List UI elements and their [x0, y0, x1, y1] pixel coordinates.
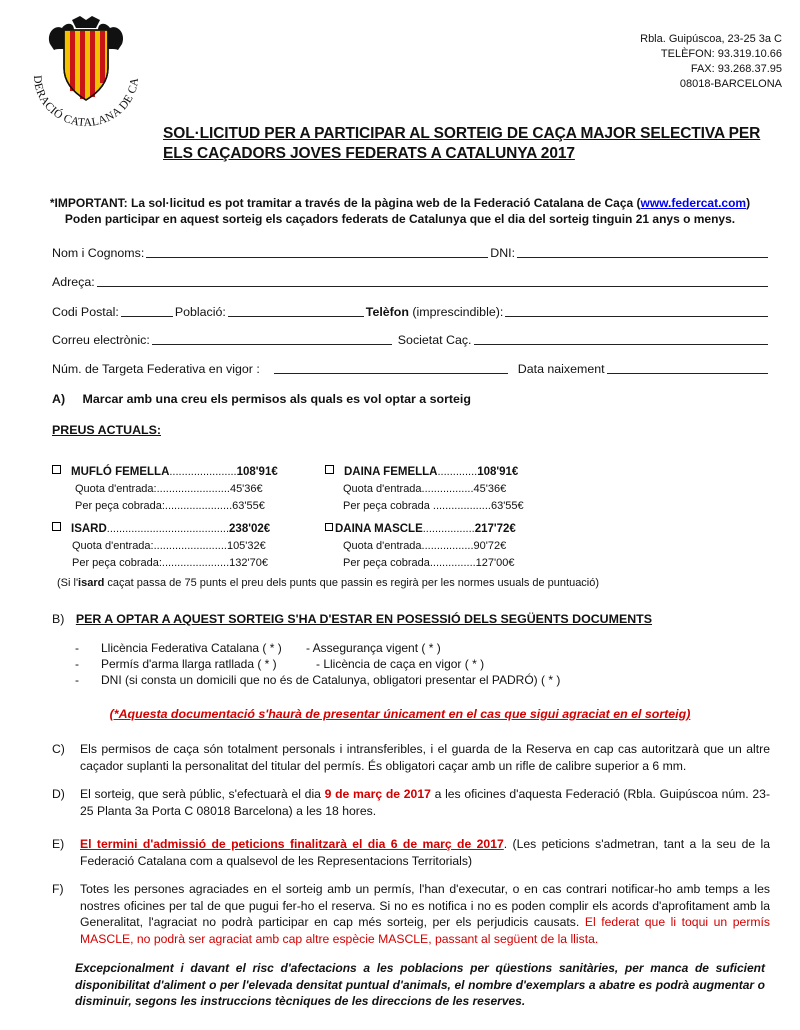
section-b-letter: B) [52, 612, 65, 626]
isard-peca: Per peça cobrada:......................132'70€ [72, 557, 268, 569]
draw-date: 9 de març de 2017 [324, 787, 431, 801]
dni-input[interactable] [517, 245, 768, 258]
section-a [52, 392, 471, 406]
telefon-label-rest: (imprescindible): [412, 305, 504, 319]
isard-price: 238'02€ [229, 523, 271, 535]
telefon-label-bold: Telèfon [365, 305, 409, 319]
section-c-letter: C) [52, 742, 65, 756]
isard-quota: Quota d'entrada:........................105'32€ [72, 540, 266, 552]
targeta-label: Núm. de Targeta Federativa en vigor : [52, 362, 260, 376]
section-e-post: . (Les peticions s'admetran, tant a la seu de la Federació Catalana com a qualsevol de les Representacions Territorials) [80, 837, 770, 868]
targeta-input[interactable] [274, 361, 508, 374]
field-row-postal [52, 301, 770, 319]
daina-mascle-peca: Per peça cobrada...............127'00€ [343, 557, 515, 569]
codi-postal-label: Codi Postal: [52, 305, 119, 319]
address-phone: TELÈFON: 93.319.10.66 [660, 48, 782, 60]
document-right: - Llicència de caça en vigor ( * ) [316, 657, 485, 671]
address-city: 08018-BARCELONA [679, 78, 782, 90]
document-right: - Assegurança vigent ( * ) [306, 641, 441, 655]
section-e-letter: E) [52, 837, 65, 851]
field-row-email [52, 329, 770, 347]
section-f-letter: F) [52, 882, 64, 896]
daina-mascle-quota: Quota d'entrada.................90'72€ [343, 540, 507, 552]
daina-femella-name: DAINA FEMELLA [344, 466, 438, 478]
section-c [52, 741, 770, 774]
price-daina-femella [325, 464, 524, 515]
poblacio-label: Població: [174, 305, 226, 319]
important-prefix: *IMPORTANT: La sol·licitud es pot tramitar a través de la pàgina web de la Federació Catalana de Caça ( [49, 196, 641, 210]
federation-logo [20, 14, 152, 132]
adreca-input[interactable] [97, 274, 768, 287]
telefon-label [366, 305, 504, 319]
codi-postal-input[interactable] [121, 304, 173, 317]
dni-label: DNI: [490, 246, 516, 260]
important-line-2: Poden participar en aquest sorteig els caçadors federats de Catalunya que el dia del sorteig tinguin 21 anys o menys. [64, 212, 736, 226]
data-naixement-label: Data naixement [517, 362, 605, 376]
document-item: - Llicència Federativa Catalana ( * ) - Assegurança vigent ( * ) [75, 641, 441, 655]
muflo-peca: Per peça cobrada:......................63'55€ [75, 500, 265, 512]
document-left: Permís d'arma llarga ratllada ( * ) [101, 657, 277, 671]
daina-femella-peca: Per peça cobrada ...................63'55€ [343, 500, 524, 512]
important-line-1 [40, 195, 760, 211]
muflo-quota: Quota d'entrada:........................45'36€ [75, 483, 263, 495]
important-notice [40, 195, 760, 227]
section-d-letter: D) [52, 787, 65, 801]
field-row-address [52, 271, 770, 289]
muflo-dots: ...................... [169, 466, 237, 478]
isard-note-post: caçat passa de 75 punts el preu dels punts que passin es regirà per les normes usuals de puntuació) [104, 577, 600, 589]
document-item: - DNI (si consta un domicili que no és de Catalunya, obligatori presentar el PADRÓ) ( * ) [75, 673, 561, 687]
muflo-price: 108'91€ [236, 466, 278, 478]
nom-input[interactable] [146, 245, 488, 258]
daina-mascle-name: DAINA MASCLE [335, 523, 423, 535]
isard-note [57, 577, 599, 589]
correu-label: Correu electrònic: [52, 333, 150, 347]
document-left: Llicència Federativa Catalana ( * ) [101, 641, 282, 655]
daina-mascle-dots: ................. [422, 523, 475, 535]
daina-femella-quota: Quota d'entrada.................45'36€ [343, 483, 507, 495]
correu-input[interactable] [152, 332, 392, 345]
section-d-post: a les oficines d'aquesta Federació (Rbla. Guipúscoa núm. 23-25 Planta 3a Porta C 08018 Barcelona) a les 18 hores. [80, 787, 771, 818]
nom-label: Nom i Cognoms: [52, 246, 145, 260]
section-f-red: El federat que li toqui un permís MASCLE, no podrà ser agraciat amb cap altre espècie MASCLE, passant al següent de la llista. [80, 915, 771, 946]
section-f [52, 881, 770, 947]
adreca-label: Adreça: [52, 275, 95, 289]
important-suffix: ) [746, 196, 751, 210]
daina-mascle-price: 217'72€ [474, 523, 516, 535]
federcat-link[interactable]: www.federcat.com [640, 196, 747, 210]
address-street: Rbla. Guipúscoa, 23-25 3a C [640, 33, 782, 45]
isard-name: ISARD [71, 523, 107, 535]
daina-femella-price: 108'91€ [477, 466, 519, 478]
section-d-pre: El sorteig, que serà públic, s'efectuarà el dia [80, 787, 325, 801]
document-item: - Permís d'arma llarga ratllada ( * ) - Llicència de caça en vigor ( * ) [75, 657, 485, 671]
field-row-name [52, 242, 770, 260]
document-left: DNI (si consta un domicili que no és de Catalunya, obligatori presentar el PADRÓ) ( * ) [101, 673, 561, 687]
muflo-name: MUFLÓ FEMELLA [71, 466, 170, 478]
section-f-pre: Totes les persones agraciades en el sorteig amb un permís, l'han d'executar, o en cas contrari notificar-ho amb temps a les nostres oficines per tal de que pugui fer-ho el reserva. Si no es notifica i no es poden complir els acords d'aprofitament amb la Generalitat, l'agraciat no podrà participar en cap més sorteig, per els perjudicis causats. [80, 882, 770, 929]
documents-list [75, 640, 560, 688]
section-e [52, 836, 770, 869]
logo-emblem-text: DERACIÓ CATALANA DE CA [30, 74, 142, 130]
section-b-text: PER A OPTAR A AQUEST SORTEIG S'HA D'ESTAR EN POSESSIÓ DELS SEGÜENTS DOCUMENTS [75, 612, 652, 626]
price-isard [52, 521, 270, 572]
section-c-text: Els permisos de caça són totalment personals i intransferibles, i el guarda de la Reserva en cap cas autoritzarà que un altre caçador suplanti la personalitat del titular del permís. És obligatori caçar amb un rifle de calibre superior a 6 mm. [80, 742, 770, 773]
price-daina-mascle [325, 521, 516, 572]
isard-dots: ........................................ [106, 523, 230, 535]
deadline-text: El termini d'admissió de peticions finalitzarà el dia 6 de març de 2017 [80, 837, 504, 851]
daina-femella-checkbox[interactable] [325, 465, 334, 474]
preus-title: PREUS ACTUALS: [52, 423, 161, 437]
address-fax: FAX: 93.268.37.95 [690, 63, 782, 75]
data-naixement-input[interactable] [607, 361, 768, 374]
section-a-text: Marcar amb una creu els permisos als quals es vol optar a sorteig [82, 392, 471, 406]
isard-note-pre: (Si l' [57, 577, 79, 589]
isard-checkbox[interactable] [52, 522, 61, 531]
section-d [52, 786, 770, 819]
page-title: SOL·LICITUD PER A PARTICIPAR AL SORTEIG DE CAÇA MAJOR SELECTIVA PER ELS CAÇADORS JOVES FEDERATS A CATALUNYA 2017 [163, 125, 761, 162]
price-muflo [52, 464, 278, 515]
section-a-letter: A) [52, 392, 66, 406]
daina-mascle-checkbox[interactable] [325, 523, 333, 531]
telefon-input[interactable] [505, 304, 768, 317]
poblacio-input[interactable] [228, 304, 364, 317]
final-note: Excepcionalment i davant el risc d'afectacions a les poblacions per qüestions sanitàries, per manca de suficient disponibilitat d'aliment o per l'elevada densitat puntual d'animals, el nombre d'exemplars a abatre es podrà augmentar o disminuir, segons les instruccions tècniques de les direccions de les reserves. [75, 961, 765, 1008]
societat-label: Societat Caç. [397, 333, 472, 347]
documentation-note: (*Aquesta documentació s'haurà de presentar únicament en el cas que sigui agraciat en el sorteig) [109, 707, 691, 721]
isard-note-bold: isard [78, 577, 105, 589]
daina-femella-dots: ............. [437, 466, 478, 478]
muflo-checkbox[interactable] [52, 465, 61, 474]
federation-emblem-icon [20, 14, 152, 132]
field-row-card [52, 358, 770, 376]
section-b [52, 612, 652, 626]
address-block [640, 32, 782, 92]
societat-input[interactable] [474, 332, 769, 345]
